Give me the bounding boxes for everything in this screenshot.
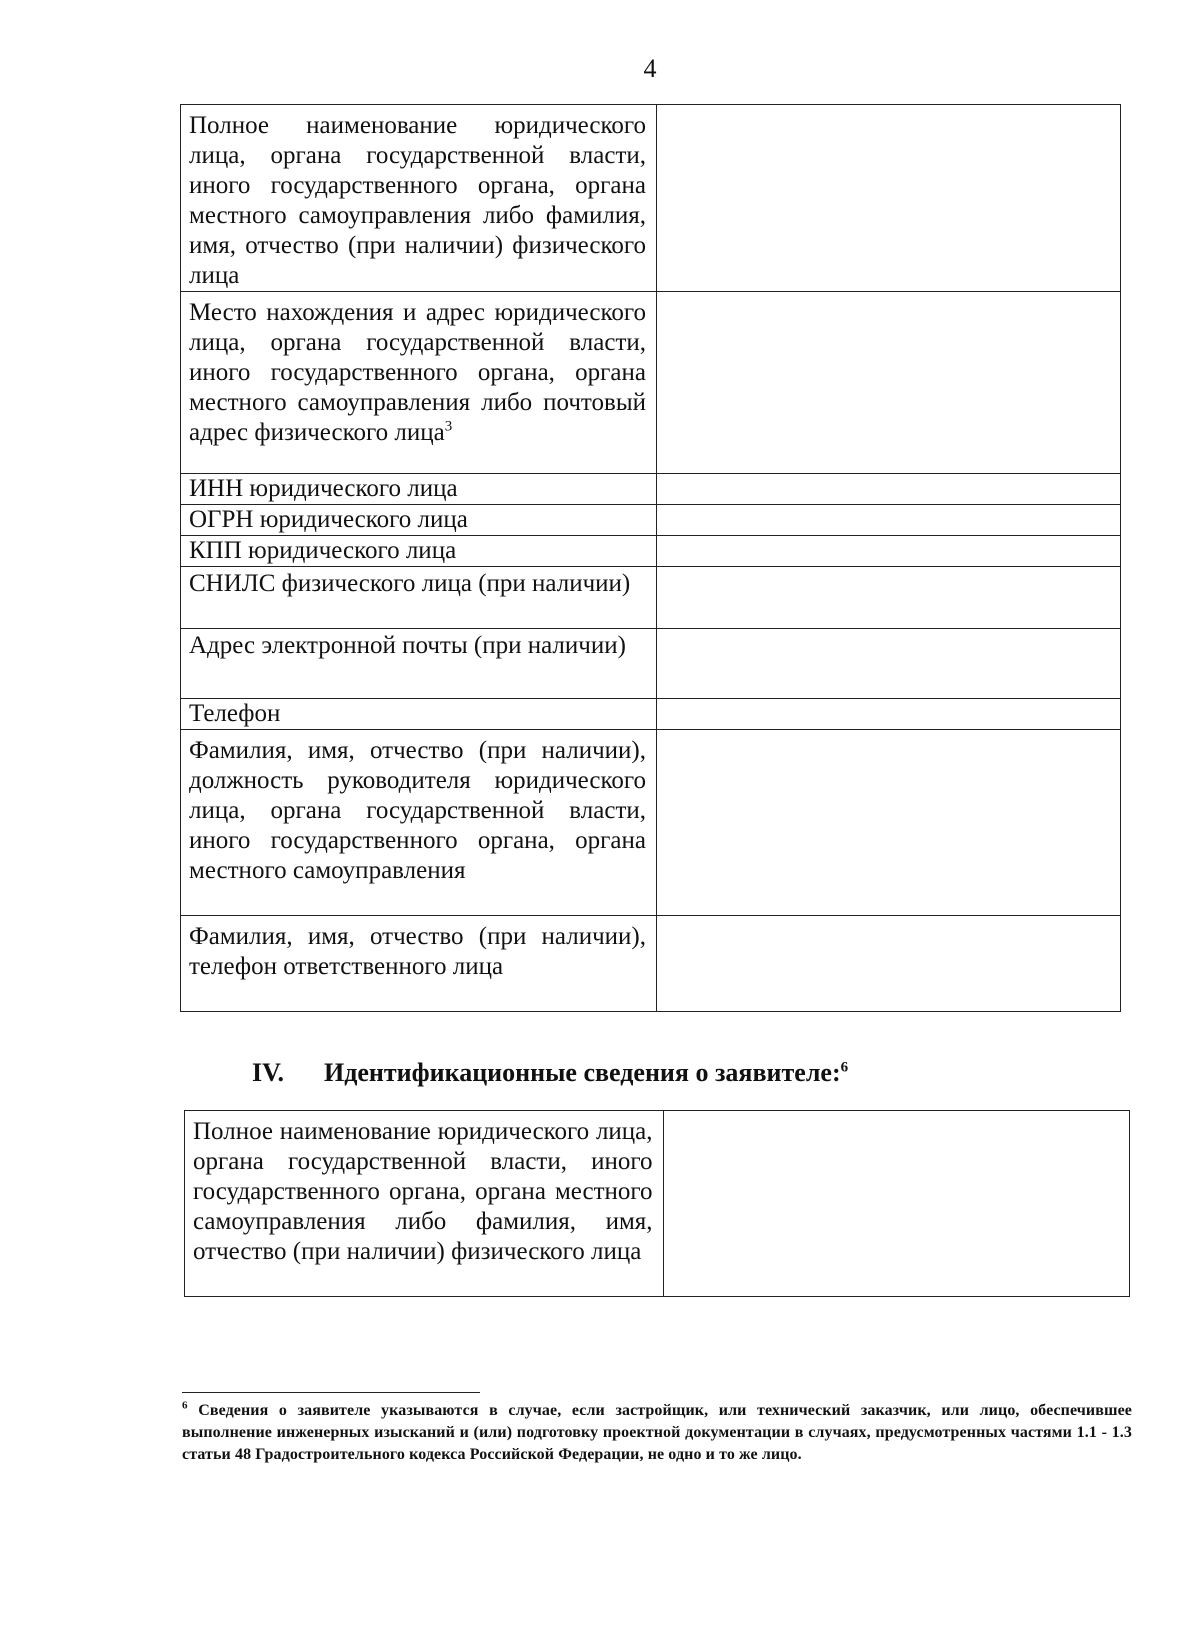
table-row bbox=[181, 105, 1121, 292]
table-row bbox=[181, 536, 1121, 567]
table-row bbox=[181, 916, 1121, 1012]
footnote-ref: 3 bbox=[444, 418, 453, 435]
row-label-full-name: Полное наименование юридического лица, органа государственной власти, иного государственного органа, органа местного самоуправления либо фамилия, имя, отчество (при наличии) физического лица bbox=[181, 105, 657, 292]
table-row bbox=[181, 567, 1121, 629]
table-row bbox=[181, 699, 1121, 730]
footnote-marker: 6 bbox=[182, 1399, 188, 1412]
row-value-applicant-full-name[interactable] bbox=[663, 1111, 1129, 1297]
section-iv-heading bbox=[252, 1058, 848, 1088]
row-value-responsible[interactable] bbox=[657, 916, 1121, 1012]
row-value-kpp[interactable] bbox=[657, 536, 1121, 567]
section-title: Идентификационные сведения о заявителе: bbox=[324, 1058, 841, 1087]
row-value-ogrn[interactable] bbox=[657, 505, 1121, 536]
row-label-applicant-full-name: Полное наименование юридического лица, органа государственной власти, иного государственного органа, органа местного самоуправления либо фамилия, имя, отчество (при наличии) физического лица bbox=[185, 1111, 664, 1297]
table-row bbox=[181, 292, 1121, 474]
applicant-details-table bbox=[180, 104, 1121, 1012]
table-row bbox=[185, 1111, 1130, 1297]
page-number: 4 bbox=[643, 54, 657, 83]
row-label-ogrn: ОГРН юридического лица bbox=[181, 505, 657, 536]
row-value-email[interactable] bbox=[657, 629, 1121, 699]
row-label-phone: Телефон bbox=[181, 699, 657, 730]
table-row bbox=[181, 474, 1121, 505]
footnote-separator bbox=[182, 1392, 480, 1393]
row-label-email: Адрес электронной почты (при наличии) bbox=[181, 629, 657, 699]
row-value-inn[interactable] bbox=[657, 474, 1121, 505]
row-label-kpp: КПП юридического лица bbox=[181, 536, 657, 567]
table-row bbox=[181, 730, 1121, 916]
section-numeral: IV. bbox=[252, 1058, 285, 1087]
row-value-head[interactable] bbox=[657, 730, 1121, 916]
row-value-full-name[interactable] bbox=[657, 105, 1121, 292]
row-value-address[interactable] bbox=[657, 292, 1121, 474]
footnote bbox=[182, 1400, 1132, 1466]
table-row bbox=[181, 505, 1121, 536]
row-label-address: Место нахождения и адрес юридического лица, органа государственной власти, иного государственного органа, органа местного самоуправления либо почтовый адрес физического лица$^3$ bbox=[181, 292, 657, 474]
footnote-text: Сведения о заявителе указываются в случае, если застройщик, или технический заказчик, или лицо, обеспечившее выполнение инженерных изысканий и (или) подготовку проектной документации в случаях, предусмотренных частями 1.1 - 1.3 статьи 48 Градостроительного кодекса Российской Федерации, не одно и то же лицо. bbox=[182, 1402, 1132, 1463]
footnote-ref: 6 bbox=[840, 1059, 849, 1076]
table-row bbox=[181, 629, 1121, 699]
row-label-inn: ИНН юридического лица bbox=[181, 474, 657, 505]
row-value-phone[interactable] bbox=[657, 699, 1121, 730]
row-label-head: Фамилия, имя, отчество (при наличии), должность руководителя юридического лица, органа государственной власти, иного государственного органа, органа местного самоуправления bbox=[181, 730, 657, 916]
row-label-snils: СНИЛС физического лица (при наличии) bbox=[181, 567, 657, 629]
applicant-identification-table bbox=[184, 1110, 1130, 1297]
row-value-snils[interactable] bbox=[657, 567, 1121, 629]
row-label-responsible: Фамилия, имя, отчество (при наличии), телефон ответственного лица bbox=[181, 916, 657, 1012]
